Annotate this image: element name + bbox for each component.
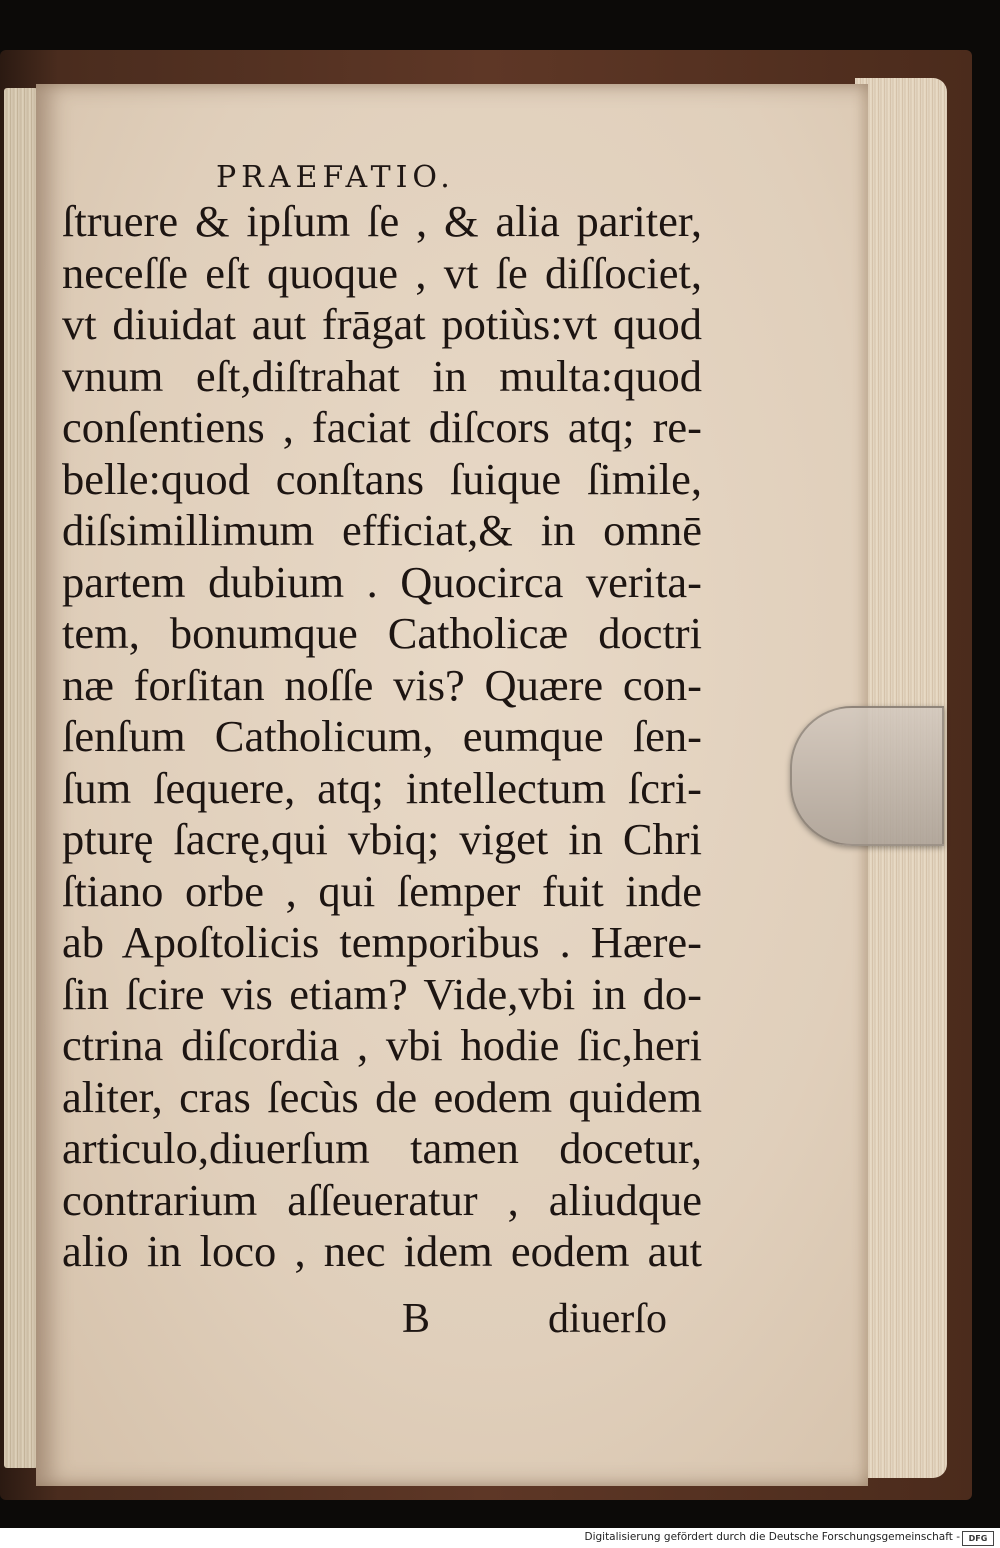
text-line: pturę ſacrę,qui vbiq; viget in Chri [62,814,702,864]
text-line: ſtiano orbe , qui ſemper fuit inde [62,865,702,916]
text-line: neceſſe eſt quoque , vt ſe diſſociet, [62,247,702,298]
text-line: diſsimillimum efficiat,& in omnē [62,505,702,555]
text-line: partem dubium . Quocirca verita- [62,556,702,607]
text-line: contrarium aſſeueratur , aliudque [62,1174,702,1225]
text-line: aliter, cras ſecùs de eodem quidem [62,1071,702,1122]
text-line: ſin ſcire vis etiam? Vide,vbi in do- [62,968,702,1019]
text-line: vnum eſt,diſtrahat in multa:quod [62,350,702,401]
text-line: belle:quod conſtans ſuique ſimile, [62,453,702,504]
page-clip [790,706,944,846]
text-line: alio in loco , nec idem eodem aut [62,1226,702,1276]
left-page-edges [4,88,38,1468]
catch-row [0,1295,1000,1345]
dfg-logo: DFG [962,1531,994,1546]
text-line: ctrina diſcordia , vbi hodie ſic,heri [62,1020,702,1070]
text-line: ab Apoſtolicis temporibus . Hære- [62,917,702,967]
signature-mark: B [402,1296,431,1342]
text-line: ſum ſequere, atq; intellectum ſcri- [62,762,702,813]
body-text [62,196,702,1278]
digitization-credit: Digitalisierung gefördert durch die Deutsche Forschungsgemeinschaft - [584,1531,960,1543]
text-line: næ forſitan noſſe vis? Quære con- [62,659,702,710]
text-line: articulo,diuerſum tamen docetur, [62,1123,702,1173]
text-line: tem, bonumque Catholicæ doctri [62,608,702,658]
text-line: ſenſum Catholicum, eumque ſen- [62,711,702,761]
catchword: diuerſo [548,1296,667,1342]
footer [0,1528,1000,1548]
text-line: vt diuidat aut frāgat potiùs:vt quod [62,299,702,349]
running-head: PRAEFATIO. [216,160,455,195]
text-line: conſentiens , faciat diſcors atq; re- [62,402,702,452]
text-line: ſtruere & ipſum ſe , & alia pariter, [62,196,702,246]
